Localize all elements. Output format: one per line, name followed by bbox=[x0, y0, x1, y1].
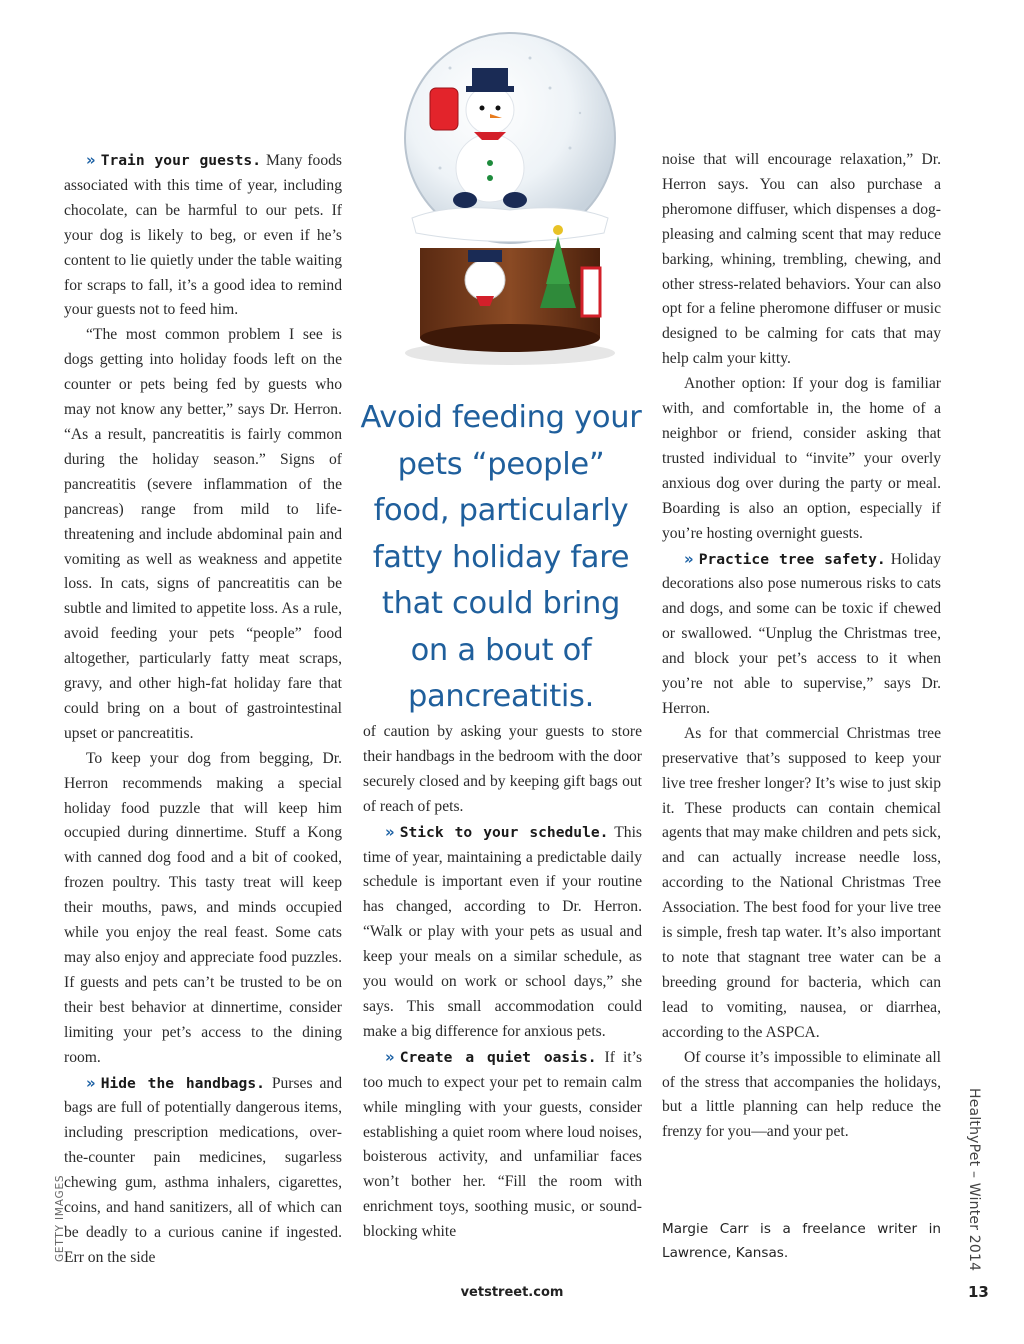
photo-credit: GETTY IMAGES bbox=[54, 1174, 66, 1262]
paragraph-train-guests bbox=[64, 148, 342, 323]
chevron-icon: » bbox=[385, 1047, 395, 1066]
paragraph: To keep your dog from begging, Dr. Herron recommends making a special holiday food puzzle that will keep him occupied during dinnertime. Stuff a Kong with canned dog food and a bit of cooked, frozen poultry. This tasty treat will keep their mouths, paws, and minds occupied while you enjoy the real feast. Some cats may also enjoy and appreciate food puzzles. If guests and pets can’t be trusted to be on their best behavior at dinnertime, consider limiting your pet’s access to the dining room. bbox=[64, 749, 342, 1066]
paragraph-hide-handbags bbox=[64, 1071, 342, 1271]
footer-website: vetstreet.com bbox=[460, 1285, 564, 1300]
snow-globe-image bbox=[390, 18, 630, 378]
column-2 bbox=[363, 720, 642, 1245]
paragraph: “The most common problem I see is dogs getting into holiday foods left on the counter or pets being fed by guests who may not know any better,” says Dr. Herron. “As a result, pancreatitis is fairly common during the holiday season.” Signs of pancreatitis (severe inflammation of the pancreas) range from mild to life-threatening and include abdominal pain and vomiting as well as weakness and appetite loss. In cats, signs of pancreatitis can be subtle and limited to appetite loss. As a rule, avoid feeding your pets “people” food altogether, particularly fatty meat scraps, gravy, and other high-fat holiday fare that could bring on a bout of gastrointestinal upset or pancreatitis. bbox=[64, 326, 342, 742]
paragraph: noise that will encourage relaxation,” Dr. Herron says. You can also purchase a pheromone diffuser, which dispenses a dog-pleasing and calming scent that may reduce barking, whining, trembling, chewing, and other stress-related behaviors. Your can also opt for a feline pheromone diffuser or music designed to be calming for cats that may help calm your kitty. bbox=[662, 151, 941, 368]
chevron-icon: » bbox=[86, 1073, 96, 1092]
paragraph-quiet-oasis bbox=[363, 1045, 642, 1245]
subhead-stick-schedule: Stick to your schedule. bbox=[399, 823, 609, 841]
author-byline: Margie Carr is a freelance writer in Lawrence, Kansas. bbox=[662, 1221, 941, 1261]
column-3 bbox=[662, 148, 941, 1145]
paragraph-text: Holiday decorations also pose numerous risks to cats and dogs, and some can be toxic if chewed or swallowed. “Unplug the Christmas tree, and block your pet’s access to it when you’re not able to supervise,” says Dr. Herron. bbox=[662, 550, 941, 717]
paragraph-text: This time of year, maintaining a predictable daily schedule is important even if your routine has changed, according to Dr. Herron. “Walk or play with your pets as usual and keep your meals on a similar schedule, as you would on work or school days,” she says. This small accommodation could make a big difference for anxious pets. bbox=[363, 823, 642, 1040]
pull-quote: Avoid feeding your pets “people” food, particularly fatty holiday fare that could bring on a bout of pancreatitis. bbox=[360, 400, 642, 714]
subhead-train-guests: Train your guests. bbox=[100, 152, 262, 169]
chevron-icon: » bbox=[684, 549, 694, 568]
subhead-quiet-oasis: Create a quiet oasis. bbox=[399, 1048, 597, 1066]
subhead-hide-handbags: Hide the handbags. bbox=[100, 1074, 265, 1092]
chevron-icon: » bbox=[86, 151, 96, 169]
page-number: 13 bbox=[968, 1283, 989, 1301]
paragraph: of caution by asking your guests to store their handbags in the bedroom with the door securely closed and by keeping gift bags out of reach of pets. bbox=[363, 723, 642, 815]
paragraph-tree-safety bbox=[662, 547, 941, 722]
paragraph-text: If it’s too much to expect your pet to remain calm while mingling with your guests, consider establishing a quiet room where loud noises, boisterous activity, and unfamiliar faces won’t bother her. “Fill the room with enrichment toys, soothing music, or sound-blocking white bbox=[363, 1048, 643, 1241]
paragraph: Another option: If your dog is familiar with, and comfortable in, the home of a neighbor or friend, consider asking that trusted individual to “invite” your overly anxious dog over during the party or meal. Boarding is also an option, especially if you’re hosting overnight guests. bbox=[662, 375, 941, 542]
chevron-icon: » bbox=[385, 822, 395, 841]
paragraph-text: Many foods associated with this time of year, including chocolate, can be harmful to our pets. If your dog is likely to beg, or even if he’s content to lie quietly under the table waiting for scraps to fall, it’s a good idea to remind your guests not to feed him. bbox=[64, 152, 342, 319]
paragraph-stick-schedule bbox=[363, 820, 642, 1045]
paragraph: As for that commercial Christmas tree preservative that’s supposed to keep your live tree fresher longer? It’s wise to just skip it. These products can contain chemical agents that may make children and pets sick, and can actually increase needle loss, according to the National Christmas Tree Association. The best food for your live tree is simple, fresh tap water. It’s also important to note that stagnant tree water can be a breeding ground for bacteria, which can lead to vomiting, nausea, or diarrhea, according to the ASPCA. bbox=[662, 724, 941, 1041]
paragraph: Of course it’s impossible to eliminate all of the stress that accompanies the holidays, but a little planning can help reduce the frenzy for you—and your pet. bbox=[662, 1048, 941, 1141]
subhead-tree-safety: Practice tree safety. bbox=[698, 550, 886, 568]
magazine-issue: HealthyPet – Winter 2014 bbox=[966, 1088, 982, 1272]
paragraph-text: Purses and bags are full of potentially dangerous items, including prescription medications, over-the-counter pain medicines, sugarless chewing gum, asthma inhalers, cigarettes, coins, and hand sanitizers, all of which can be deadly to a curious canine if ingested. Err on the side bbox=[64, 1074, 342, 1266]
column-1 bbox=[64, 148, 342, 1271]
